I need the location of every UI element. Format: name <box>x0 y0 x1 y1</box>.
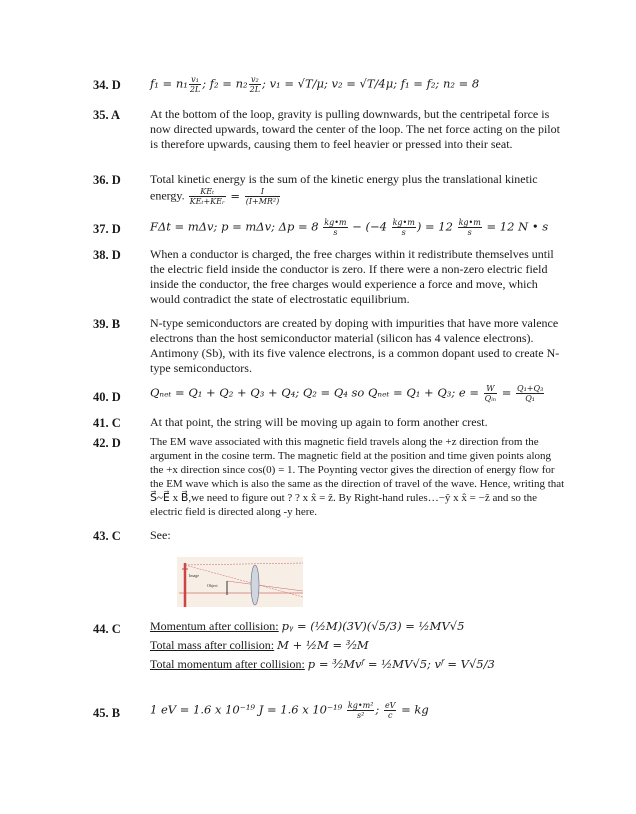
frac-den: 2L <box>249 85 261 94</box>
question-40-label: 40. D <box>93 390 121 404</box>
eq-part: ) = 12 <box>416 219 453 234</box>
frac-den: 2L <box>189 85 201 94</box>
eq-part: = 12 N • s <box>486 219 549 234</box>
eq-part: f₁ = n₁ <box>150 76 188 91</box>
answer-41-text: At that point, the string will be moving up again to form another crest. <box>150 415 488 429</box>
frac-num: KEₜ <box>189 187 226 197</box>
eq-part: f₂ = n₂ <box>209 76 248 91</box>
eq-part: Qₙₑₜ = Q₁ + Q₂ + Q₃ + Q₄; Q₂ = Q₄ so Qₙₑₜ = Q₁ + Q₃; e = <box>150 385 479 400</box>
frac-den: KEₜ+KEᵣ <box>189 197 225 206</box>
answer-43-text: See: <box>150 528 171 542</box>
frac-den: s <box>467 228 472 237</box>
frac-num: I <box>245 187 281 197</box>
frac-den: s² <box>357 711 365 720</box>
mass-eq: M + ½M = ³⁄₂M <box>277 638 369 652</box>
answer-38-text: When a conductor is charged, the free charges within it redistribute themselves until the electric field inside the conductor is zero. If there were a non-zero electric field inside the conductor, the free charges would experience a force and move, which would contradict the state of electrostatic equilibrium. <box>150 247 554 306</box>
question-42-label: 42. D <box>93 436 121 450</box>
diagram-background <box>177 557 303 607</box>
eq-part: − (−4 <box>352 219 387 234</box>
question-34-label: 34. D <box>93 78 121 92</box>
answer-34-equation: f₁ = n₁ $\frac{\text{v₁}}{2L}$ ; f₂ = n₂ $\frac{\text{v₂}}{2L}$ ; v₁ = √T/μ; v₂ = √T/4μ; f₁ = f₂; n₂ = 8 <box>150 75 480 94</box>
question-37-label: 37. D <box>93 222 121 236</box>
frac-den: c <box>387 711 393 720</box>
question-35-label: 35. A <box>93 108 121 122</box>
mass-label: Total mass after collision: <box>150 638 275 652</box>
frac-num: kg•m <box>324 218 347 227</box>
question-44-label: 44. C <box>93 622 121 636</box>
frac-den: (I+MR²) <box>245 197 280 206</box>
answer-42-text: The EM wave associated with this magnetic field travels along the +z direction from the argument in the cosine term. The magnetic field at the position and time given points along the +x direction since cos(0) = 1. The Poynting vector gives the direction of energy flow for the EM wave which is also the same as the direction of travel of the wave. Hence, writing that S⃗~E⃗ x B⃗,we need to figure out ? ? x x̂ = ẑ. By Right-hand rules…−ŷ x x̂ = −ẑ and so the electric field is directed along -y here. <box>150 436 565 518</box>
eq-part: FΔt = mΔv; p = mΔv; Δp = 8 <box>150 219 319 234</box>
answer-40-equation: Qₙₑₜ = Q₁ + Q₂ + Q₃ + Q₄; Q₂ = Q₄ so Qₙₑₜ = Q₁ + Q₃; e = $\frac{W}{\text{Qᵢₙ}}$ = $\frac{\text{Q₁+Q₃}}{\text{Q₁}}$ <box>150 384 544 403</box>
question-45-label: 45. B <box>93 706 121 720</box>
eq-part: = kg <box>401 702 429 717</box>
answer-36: Total kinetic energy is the sum of the kinetic energy plus the translational kinetic energy. $\frac{\text{KEₜ}}{\text{KEₜ+KEᵣ}}$ = $\frac{I}{\text{(I+MR²)}}$ <box>150 172 538 206</box>
eq-part: f₁ = f₂; n₂ = 8 <box>400 76 480 91</box>
frac-num: W <box>484 384 497 394</box>
frac-den: s <box>401 228 406 237</box>
frac-num: kg•m <box>392 218 415 227</box>
lens-shape <box>251 565 259 605</box>
total-momentum-label: Total momentum after collision: <box>150 657 305 671</box>
answer-35-text: At the bottom of the loop, gravity is pulling downwards, but the centripetal force is now directed upwards, toward the center of the loop. The net force acting on the pilot is therefore upwards, causing them to feel heavier or pressed into their seat. <box>150 107 560 151</box>
lens-ray-diagram <box>175 555 305 610</box>
image-label: Image <box>189 573 199 578</box>
eq-part: v₁ = √T/μ <box>269 76 324 91</box>
question-39-label: 39. B <box>93 317 121 331</box>
momentum-eq: pᵧ = (½M)(3V)(√5/3) = ½MV√5 <box>281 619 465 633</box>
answer-39-text: N-type semiconductors are created by doping with impurities that have more valence electrons than the host semiconductor material (silicon has 4 valence electrons). Antimony (Sb), with its five valence electrons, is a common dopant used to create N-type semiconductors. <box>150 316 560 375</box>
question-38-label: 38. D <box>93 248 121 262</box>
answer-45-equation: 1 eV = 1.6 x 10⁻¹⁹ J = 1.6 x 10⁻¹⁹ $\frac{\text{kg•m²}}{\text{s²}}$ ; $\frac{eV}{c}$ = kg <box>150 701 429 720</box>
frac-den: Qᵢₙ <box>484 394 497 403</box>
frac-den: s <box>333 228 338 237</box>
momentum-label: Momentum after collision: <box>150 619 279 633</box>
object-label: Object <box>207 583 218 588</box>
frac-num: kg•m² <box>347 701 374 710</box>
answer-36-text: Total kinetic energy is the sum of the kinetic energy plus the translational kinetic energy. <box>150 172 538 203</box>
frac-den: Q₁ <box>525 394 536 403</box>
eq-part: v₂ = √T/4μ <box>331 76 394 91</box>
question-43-label: 43. C <box>93 529 121 543</box>
eq-part: 1 eV = 1.6 x 10⁻¹⁹ J = 1.6 x 10⁻¹⁹ <box>150 702 343 717</box>
answer-37-equation <box>150 218 565 237</box>
total-momentum-eq: p = ³⁄₂Mvᶠ = ½MV√5; vᶠ = V√5/3 <box>307 657 495 671</box>
frac-num: v₂ <box>249 75 261 85</box>
question-36-label: 36. D <box>93 173 121 187</box>
frac-num: eV <box>384 701 396 710</box>
answer-44 <box>150 619 565 676</box>
question-41-label: 41. C <box>93 416 121 430</box>
frac-num: kg•m <box>458 218 481 227</box>
frac-num: Q₁+Q₃ <box>517 384 544 393</box>
frac-num: v₁ <box>189 75 201 85</box>
